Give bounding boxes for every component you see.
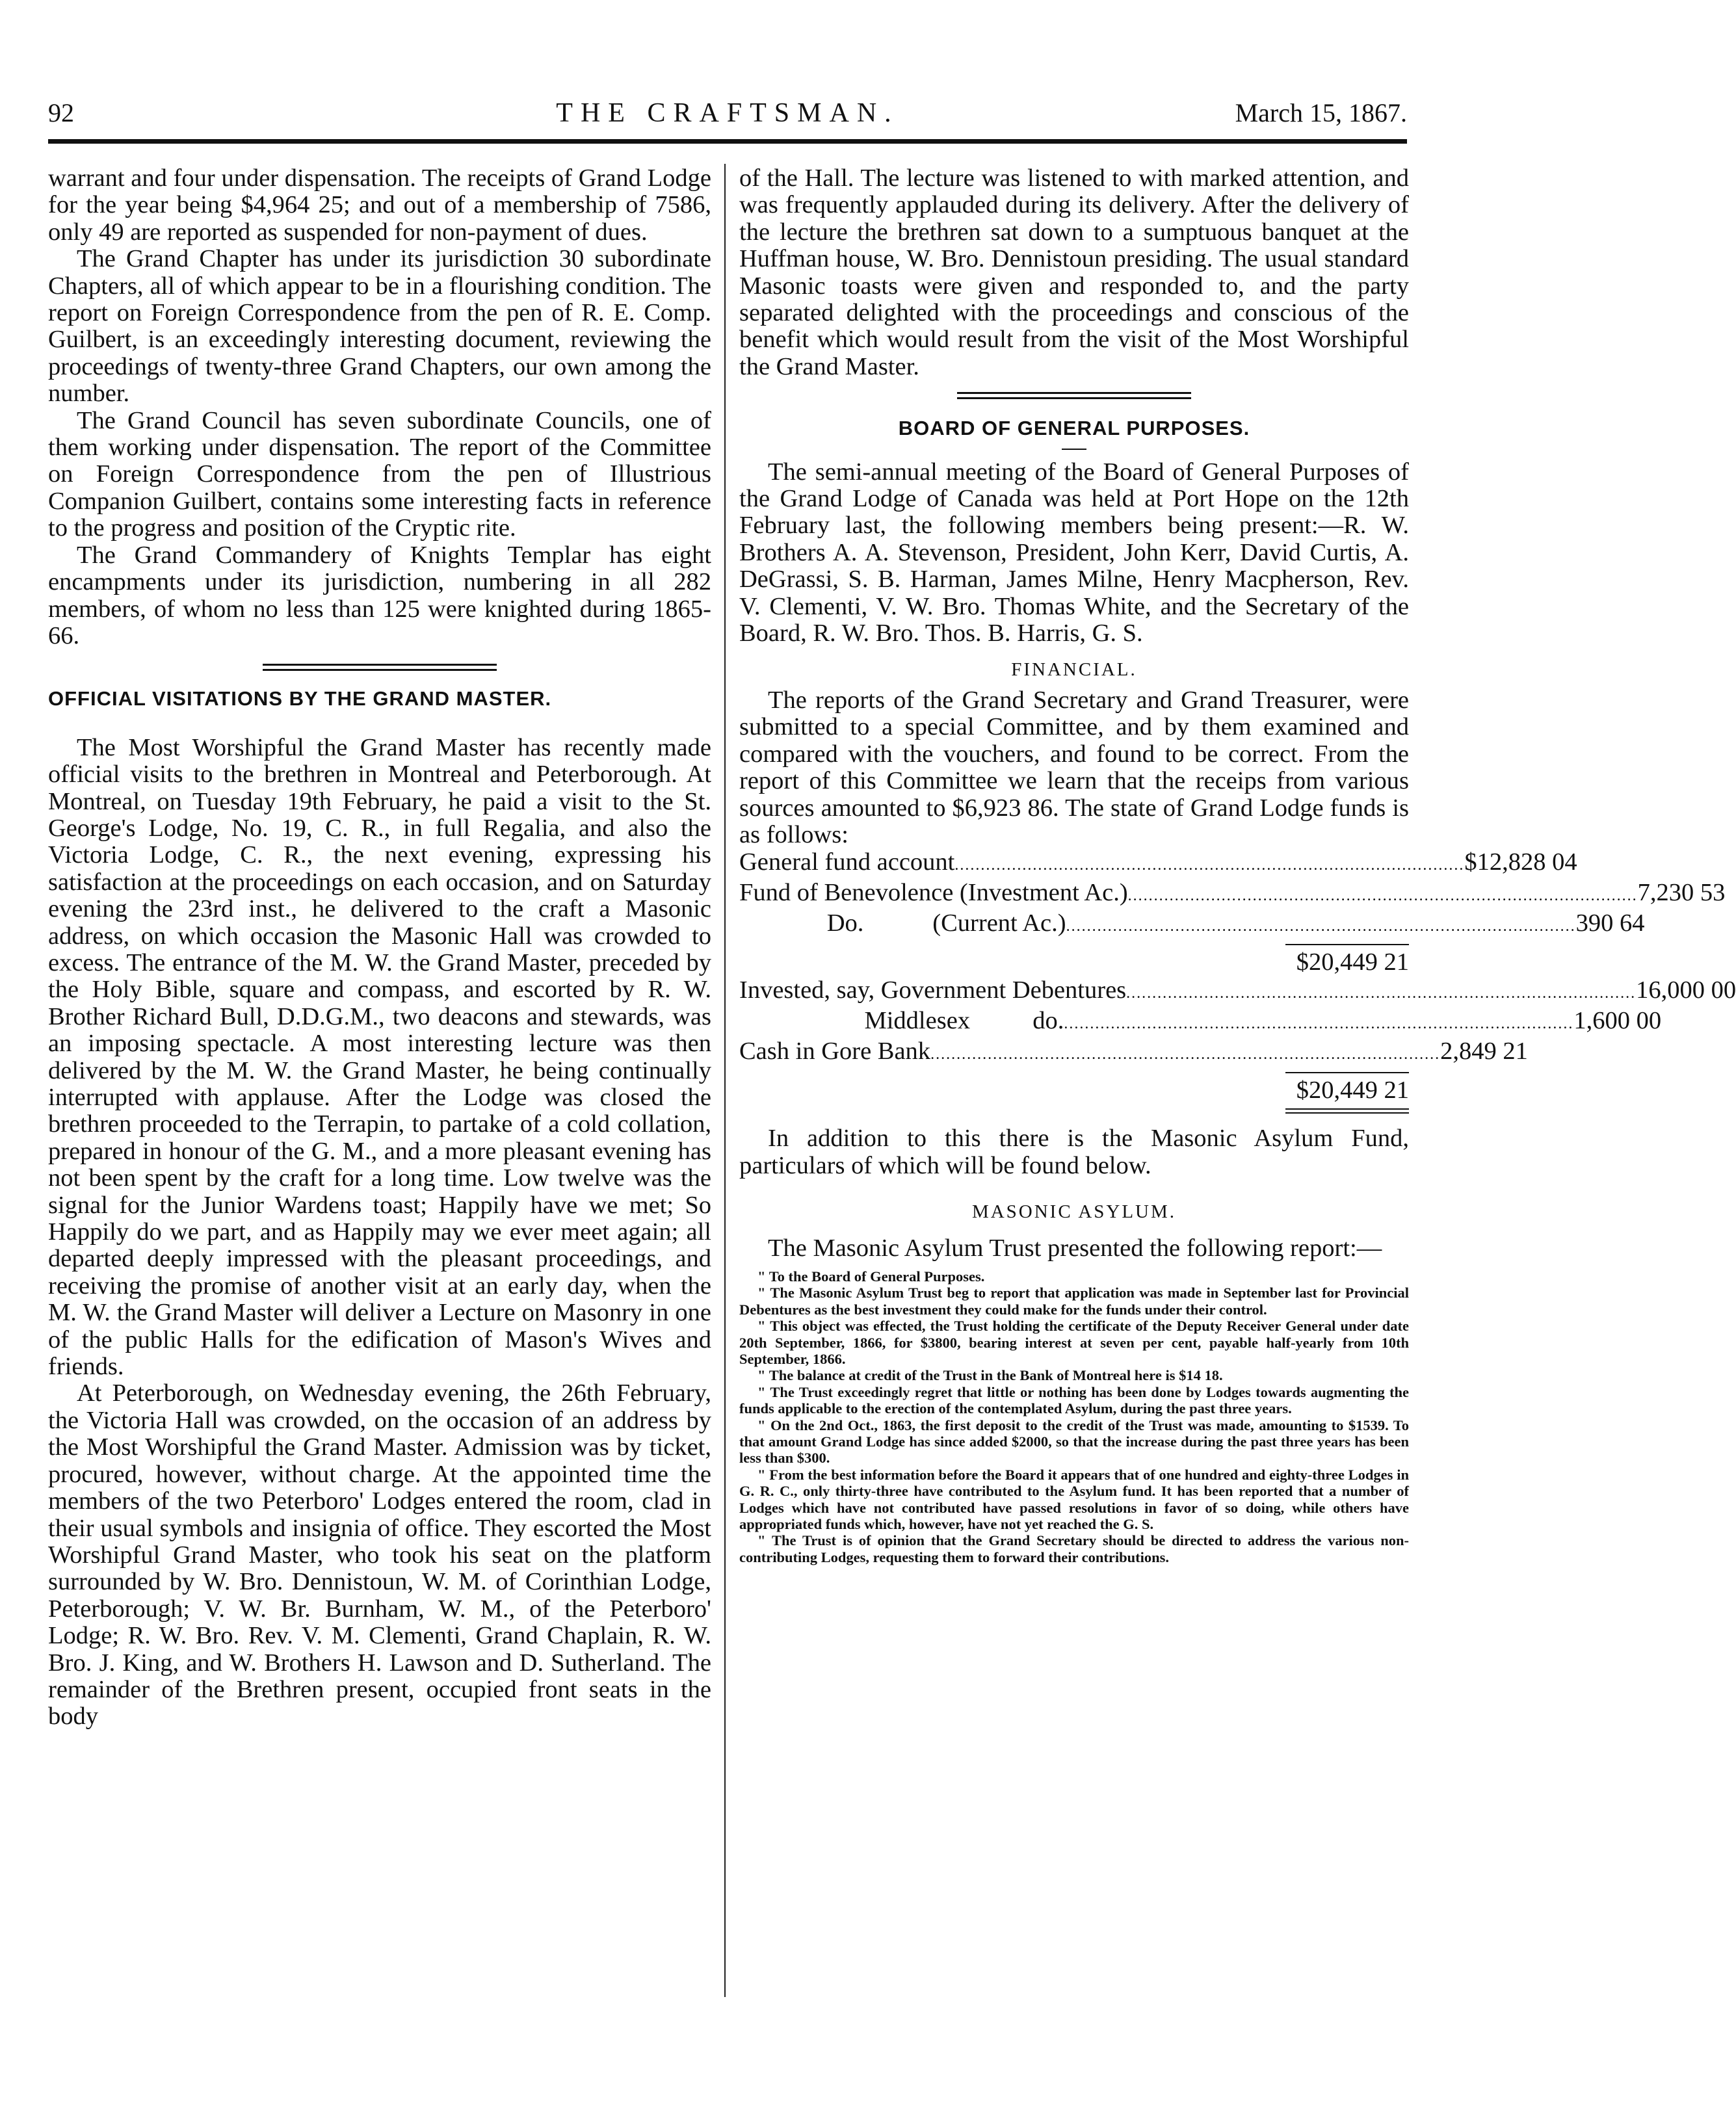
page-number: 92 bbox=[48, 98, 74, 127]
investment-row bbox=[739, 1038, 1528, 1068]
report-paragraph: " The Trust exceedingly regret that little or nothing has been done by Lodges towards augmenting the funds applicable to the erection of the contemplated Asylum, during the past three years. bbox=[739, 1383, 1409, 1417]
investment-label: Invested, say, Government Debentures bbox=[739, 976, 1127, 1004]
short-rule bbox=[1062, 449, 1086, 450]
fund-row bbox=[739, 848, 1577, 879]
report-paragraph: " On the 2nd Oct., 1863, the first deposit to the credit of the Trust was made, amounting to $1539. To that amount Grand Lodge has since added $2000, so that the increase during the past three years has been less than $300. bbox=[739, 1417, 1409, 1467]
leader-dots: .................................................................................................. bbox=[1064, 1015, 1574, 1033]
section-rule bbox=[957, 392, 1191, 399]
leader-dots: .................................................................................................. bbox=[930, 1046, 1441, 1064]
fund-label: Fund of Benevolence (Investment Ac.) bbox=[739, 879, 1128, 907]
investment-label: Cash in Gore Bank bbox=[739, 1038, 931, 1065]
sub-heading-masonic-asylum: MASONIC ASYLUM. bbox=[971, 1201, 1177, 1223]
investment-amount: 2,849 21 bbox=[1440, 1038, 1528, 1065]
investment-row bbox=[739, 976, 1736, 1007]
fund-row bbox=[739, 879, 1726, 909]
fund-amount: $12,828 04 bbox=[1464, 848, 1577, 876]
investment-amount: 16,000 00 bbox=[1636, 976, 1736, 1004]
issue-date: March 15, 1867. bbox=[1235, 98, 1407, 127]
investments-total: $20,449 21 bbox=[1296, 1077, 1409, 1104]
report-paragraph: " To the Board of General Purposes. bbox=[757, 1268, 985, 1285]
funds-table bbox=[739, 848, 1736, 1114]
paragraph: The Masonic Asylum Trust presented the following report:— bbox=[768, 1234, 1382, 1262]
fund-label: General fund account bbox=[739, 848, 955, 876]
investment-row bbox=[739, 1007, 1662, 1038]
paragraph: In addition to this there is the Masonic Asylum Fund, particulars of which will be found below. bbox=[739, 1125, 1409, 1179]
fund-amount: 390 64 bbox=[1575, 909, 1645, 937]
report-paragraph: " The balance at credit of the Trust in the Bank of Montreal here is $14 18. bbox=[757, 1367, 1223, 1384]
leader-dots: .................................................................................................. bbox=[1126, 985, 1637, 1002]
section-heading-board: BOARD OF GENERAL PURPOSES. bbox=[898, 417, 1250, 440]
total-double-rule bbox=[1285, 1108, 1409, 1114]
fund-amount: 7,230 53 bbox=[1637, 879, 1726, 907]
paragraph: warrant and four under dispensation. The receipts of Grand Lodge for the year being $4,964 25; and out of a membership of 7586, only 49 are reported as suspended for non-payment of dues. bbox=[48, 164, 711, 246]
journal-title: THE CRAFTSMAN. bbox=[556, 98, 899, 128]
paragraph: The Grand Chapter has under its jurisdiction 30 subordinate Chapters, all of which appear to be in a flourishing condition. The report on Foreign Correspondence from the pen of R. E. Comp. Guilbert, is an exceedingly interesting document, reviewing the proceedings of twenty-three Grand Chapters, our own among the number. bbox=[48, 245, 711, 408]
funds-total: $20,449 21 bbox=[1296, 948, 1409, 976]
report-paragraph: " The Masonic Asylum Trust beg to report that application was made in September last for Provincial Debentures as the best investment they could make for the funds under their control. bbox=[739, 1285, 1409, 1318]
fund-row bbox=[739, 909, 1645, 940]
leader-dots: .................................................................................................. bbox=[954, 857, 1465, 874]
header-rule bbox=[48, 139, 1407, 144]
sub-heading-financial: FINANCIAL. bbox=[1011, 659, 1137, 680]
report-paragraph: " The Trust is of opinion that the Grand Secretary should be directed to address the various non-contributing Lodges, requesting them to forward their contributions. bbox=[739, 1532, 1409, 1565]
investment-label: Middlesex do. bbox=[739, 1007, 1064, 1035]
section-rule bbox=[263, 664, 497, 671]
left-column bbox=[48, 165, 711, 1731]
sum-rule bbox=[1285, 944, 1409, 945]
leader-dots: .................................................................................................. bbox=[1127, 887, 1638, 905]
paragraph: The Most Worshipful the Grand Master has recently made official visits to the brethren in Montreal and Peterborough. At Montreal, on Tuesday 19th February, he paid a visit to the St. George's Lodge, No. 19, C. R., in full Regalia, and also the Victoria Lodge, C. R., the next evening, expressing his satisfaction at the proceedings on each occasion, and on Saturday evening the 23rd inst., he delivered to the craft a Masonic address, on which occasion the Masonic Hall was crowded to excess. The entrance of the M. W. the Grand Master, preceded by the Holy Bible, square and compass, and escorted by R. W. Brother Richard Bull, D.D.G.M., two deacons and stewards, was an imposing spectacle. A most interesting lecture was then delivered by the M. W. the Grand Master, he being continually interrupted with applause. After the Lodge was closed the brethren proceeded to the Terrapin, to partake of a cold collation, prepared in honour of the G. M., and a more pleasant evening has not been spent by the craft for a long time. Low twelve was the signal for the Junior Wardens toast; Happily have we met; So Happily do we part, and as Happily may we ever meet again; all departed deeply impressed with the pleasant proceedings, and receiving the promise of another visit at an early day, when the M. W. the Grand Master will deliver a Lecture on Masonry in one of the public Halls for the edification of Mason's Wives and friends. bbox=[48, 733, 711, 1381]
right-column bbox=[739, 164, 1736, 1565]
paragraph: The Grand Council has seven subordinate Councils, one of them working under dispensation. The report of the Committee on Foreign Correspondence from the pen of Illustrious Companion Guilbert, contains some interesting facts in reference to the progress and position of the Cryptic rite. bbox=[48, 406, 711, 542]
leader-dots: .................................................................................................. bbox=[1066, 918, 1576, 935]
investment-amount: 1,600 00 bbox=[1573, 1007, 1662, 1035]
sum-rule bbox=[1285, 1072, 1409, 1073]
paragraph: The Grand Commandery of Knights Templar has eight encampments under its jurisdiction, numbering in all 282 members, of whom no less than 125 were knighted during 1865-66. bbox=[48, 541, 711, 649]
report-paragraph: " From the best information before the Board it appears that of one hundred and eighty-three Lodges in G. R. C., only thirty-three have contributed to the Asylum fund. It has been reported that a number of Lodges which have not contributed have passed resolutions in favor of so doing, while others have appropriated funds which, however, have not yet reached the G. S. bbox=[739, 1466, 1409, 1533]
paragraph: The semi-annual meeting of the Board of General Purposes of the Grand Lodge of Canada was held at Port Hope on the 12th February last, the following members being present:—R. W. Brothers A. A. Stevenson, President, John Kerr, David Curtis, A. DeGrassi, S. B. Harman, James Milne, Henry Macpherson, Rev. V. Clementi, V. W. Bro. Thomas White, and the Secretary of the Board, R. W. Bro. Thos. B. Harris, G. S. bbox=[739, 458, 1409, 647]
column-divider bbox=[724, 164, 726, 1997]
asylum-report bbox=[739, 1268, 1409, 1565]
running-head bbox=[48, 98, 1407, 137]
report-paragraph: " This object was effected, the Trust holding the certificate of the Deputy Receiver General under date 20th September, 1866, for $3800, bearing interest at seven per cent, payable half-yearly from 10th September, 1866. bbox=[739, 1318, 1409, 1367]
section-heading-official-visitations: OFFICIAL VISITATIONS BY THE GRAND MASTER. bbox=[48, 687, 552, 711]
paragraph: At Peterborough, on Wednesday evening, the 26th February, the Victoria Hall was crowded, on the occasion of an address by the Most Worshipful the Grand Master. Admission was by ticket, procured, however, without charge. At the appointed time the members of the two Peterboro' Lodges entered the room, clad in their usual symbols and insignia of office. They escorted the Most Worshipful Grand Master, who took his seat on the platform surrounded by W. Bro. Dennistoun, W. M. of Corinthian Lodge, Peterborough; V. W. Br. Burnham, W. M., of the Peterboro' Lodge; R. W. Bro. Rev. V. M. Clementi, Grand Chaplain, R. W. Bro. J. King, and W. Brothers H. Lawson and D. Sutherland. The remainder of the Brethren present, occupied front seats in the body bbox=[48, 1379, 711, 1731]
fund-label: Do. (Current Ac.) bbox=[739, 909, 1066, 937]
paragraph: of the Hall. The lecture was listened to with marked attention, and was frequently applauded during its delivery. After the delivery of the lecture the brethren sat down to a sumptuous banquet at the Huffman house, W. Bro. Dennistoun presiding. The usual standard Masonic toasts were given and responded to, and the party separated delighted with the proceedings and conscious of the benefit which would result from the visit of the Most Worshipful the Grand Master. bbox=[739, 164, 1409, 380]
paragraph: The reports of the Grand Secretary and Grand Treasurer, were submitted to a special Committee, and by them examined and compared with the vouchers, and found to be correct. From the report of this Committee we learn that the receips from various sources amounted to $6,923 86. The state of Grand Lodge funds is as follows: bbox=[739, 686, 1409, 848]
